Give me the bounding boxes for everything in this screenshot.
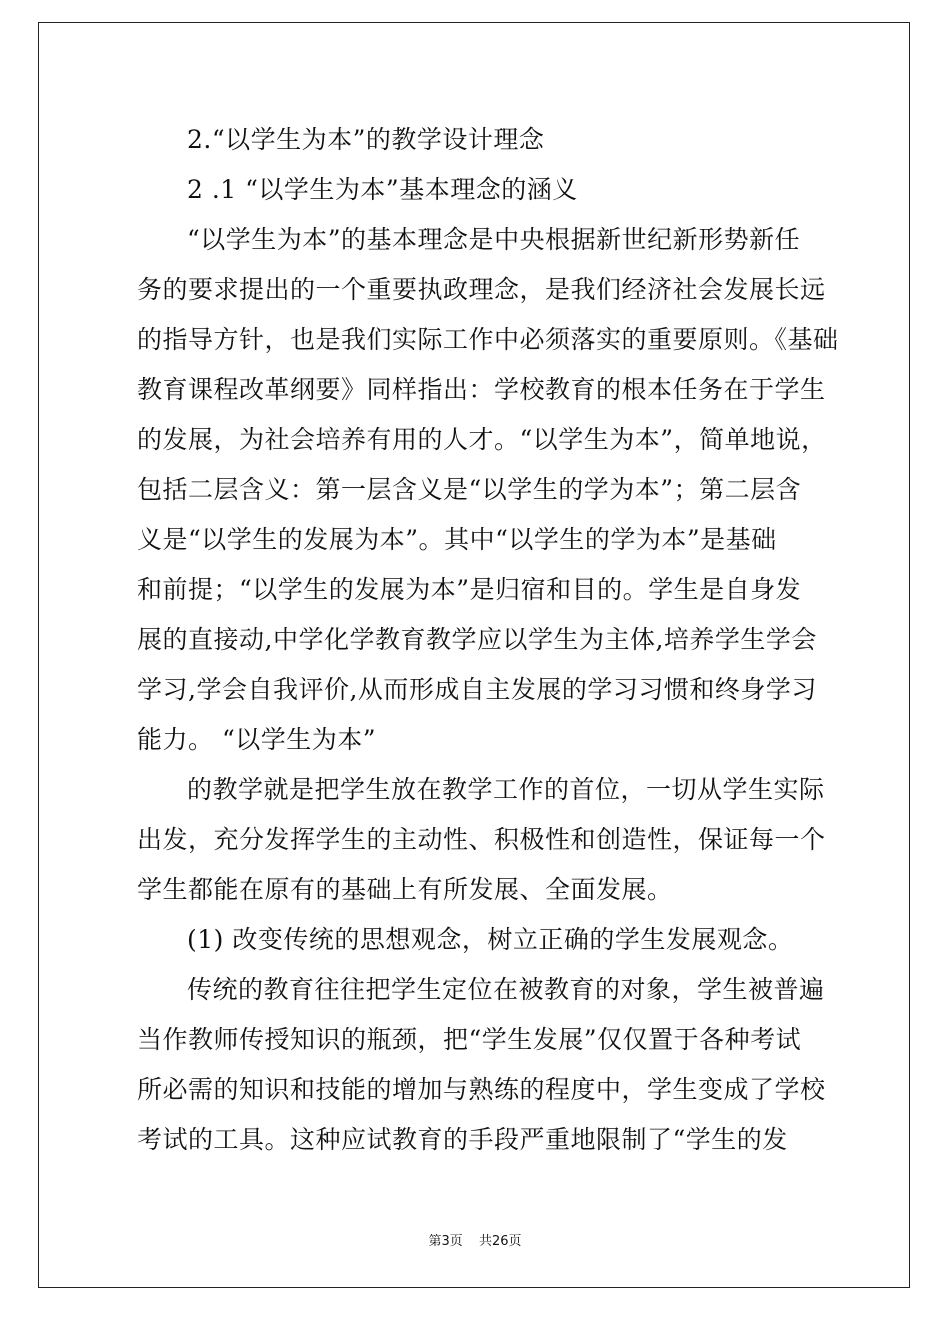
page-footer: [0, 1230, 950, 1249]
text-line: 的教学就是把学生放在教学工作的首位，一切从学生实际: [187, 775, 825, 804]
text-line: 义是“以学生的发展为本”。其中“以学生的学为本”是基础: [137, 525, 777, 554]
text-line: 能力。 “以学生为本”: [137, 725, 377, 754]
text-line: 学习,学会自我评价,从而形成自主发展的学习习惯和终身学习: [137, 675, 817, 704]
text-line: 展的直接动,中学化学教育教学应以学生为主体,培养学生学会: [137, 625, 817, 654]
document-body: [137, 115, 837, 1165]
text-line: 和前提；“以学生的发展为本”是归宿和目的。学生是自身发: [137, 575, 802, 604]
text-line: 的指导方针，也是我们实际工作中必须落实的重要原则。《基础: [137, 325, 839, 354]
text-line: 2.“以学生为本”的教学设计理念: [187, 125, 545, 154]
text-line: 当作教师传授知识的瓶颈，把“学生发展”仅仅置于各种考试: [137, 1025, 802, 1054]
text-line: 的发展，为社会培养有用的人才。“以学生为本”，简单地说，: [137, 425, 827, 454]
page-number-current: 第3页: [428, 1234, 463, 1249]
text-line: 所必需的知识和技能的增加与熟练的程度中，学生变成了学校: [137, 1075, 826, 1104]
text-line: 教育课程改革纲要》同样指出：学校教育的根本任务在于学生: [137, 375, 826, 404]
text-line: 学生都能在原有的基础上有所发展、全面发展。: [137, 875, 673, 904]
text-line: 务的要求提出的一个重要执政理念，是我们经济社会发展长远: [137, 275, 826, 304]
text-line: 出发，充分发挥学生的主动性、积极性和创造性，保证每一个: [137, 825, 826, 854]
text-line: (1) 改变传统的思想观念，树立正确的学生发展观念。: [187, 925, 794, 954]
text-line: 2 .1 “以学生为本”基本理念的涵义: [187, 175, 578, 204]
text-line: 考试的工具。这种应试教育的手段严重地限制了“学生的发: [137, 1125, 788, 1154]
page-number-total: 共26页: [478, 1234, 522, 1249]
text-line: “以学生为本”的基本理念是中央根据新世纪新形势新任: [187, 225, 801, 254]
text-line: 传统的教育往往把学生定位在被教育的对象，学生被普遍: [187, 975, 825, 1004]
text-line: 包括二层含义：第一层含义是“以学生的学为本”；第二层含: [137, 475, 802, 504]
